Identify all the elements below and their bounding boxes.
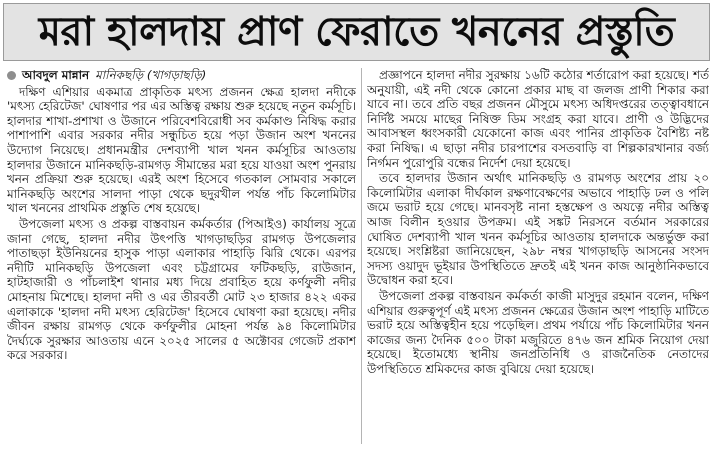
article-paragraph: তবে হালদার উজান অর্থাৎ মানিকছড়ি ও রামগড় অংশের প্রায় ২০ কিলোমিটার এলাকা দীর্ঘকাল রক্ষণাবেক্ষণের অভাবে পাহাড়ি ঢল ও পলি জমে ভরাট হয়ে গেছে। মানবসৃষ্ট নানা হস্তক্ষেপ ও অযত্নে নদীর অস্তিত্ব আজ বিলীন হওয়ার উপক্রম। এই সঙ্কট নিরসনে বর্তমান সরকারের ঘোষিত দেশব্যাপী খাল খনন কর্মসূচির আওতায় হালদাকে অন্তর্ভুক্ত করা হয়েছে। সংশ্লিষ্টরা জানিয়েছেন, ২৯৮ নম্বর খাগড়াছড়ি আসনের সংসদ সদস্য ওয়াদুদ ভূইয়ার উপস্থিতিতে দ্রুতই এই খনন কাজ আনুষ্ঠানিকভাবে উদ্বোধন করা হবে।: [367, 171, 709, 288]
article-paragraph: উপজেলা প্রকল্প বাস্তবায়ন কর্মকর্তা কাজী মাসুদুর রহমান বলেন, দক্ষিণ এশিয়ার গুরুত্বপূর্ণ এই মৎস্য প্রজনন ক্ষেত্রের উজান অংশ পাহাড়ি মাটিতে ভরাট হয়ে অস্তিত্বহীন হয়ে পড়েছিল। প্রথম পর্যায়ে পাঁচ কিলোমিটার খনন কাজের জন্য দৈনিক ৫০০ টাকা মজুরিতে ৪৭৬ জন শ্রমিক নিয়োগ দেয়া হয়েছে। ইতোমধ্যে স্থানীয় জনপ্রতিনিধি ও রাজনৈতিক নেতাদের উপস্থিতিতে শ্রমিকদের কাজ বুঝিয়ে দেয়া হয়েছে।: [367, 288, 709, 376]
right-column: [367, 68, 709, 446]
headline: মরা হালদায় প্রাণ ফেরাতে খননের প্রস্তুতি: [38, 9, 675, 55]
headline-banner: [3, 3, 710, 61]
bullet-icon: [7, 71, 16, 80]
left-column: [7, 68, 356, 446]
dateline-location: মানিকছড়ি (খাগড়াছড়ি): [95, 68, 207, 82]
article-paragraph: দক্ষিণ এশিয়ার একমাত্র প্রাকৃতিক মৎস্য প্রজনন ক্ষেত্র হালদা নদীকে 'মৎস্য হেরিটেজ' ঘোষণার পর এর অস্তিত্ব রক্ষায় শুরু হয়েছে নতুন কর্মসূচি। হালদার শাখা-প্রশাখা ও উজানে পরিবেশবিরোধী সব কর্মকাণ্ড নিষিদ্ধ করার পাশাপাশি এবার সরকার নদীর সন্ধুচিত হয়ে পড়া উজান অংশ খননের উদ্যোগ নিয়েছে। প্রধানমন্ত্রীর দেশব্যাপী খাল খনন কর্মসূচির আওতায় হালদার উজানে মানিকছড়ি-রামগড় সীমান্তের মরা হয়ে যাওয়া অংশ পুনরায় খনন প্রক্রিয়া শুরু হয়েছে। এরই অংশ হিসেবে গতকাল সোমবার সকালে মানিকছড়ি অংশের সালদা পাড়া থেকে ছদুরখীল পর্যন্ত পাঁচ কিলোমিটার খাল খননের প্রাথমিক প্রস্তুতি শেষ হয়েছে।: [7, 84, 356, 216]
column-divider: [361, 68, 362, 444]
article-paragraph: প্রজ্ঞাপনে হালদা নদীর সুরক্ষায় ১৬টি কঠোর শর্তারোপ করা হয়েছে। শর্ত অনুযায়ী, এই নদী থেকে কোনো প্রকার মাছ বা জলজ প্রাণী শিকার করা যাবে না। তবে প্রতি বছর প্রজনন মৌসুমে মৎস্য অধিদপ্তরের তত্ত্বাবধানে নির্দিষ্ট সময়ে মাছের নিষিক্ত ডিম সংগ্রহ করা যাবে। প্রাণী ও উদ্ভিদের আবাসস্থল ধ্বংসকারী যেকোনো কাজ এবং পানির প্রাকৃতিক বৈশিষ্ট্য নষ্ট করা নিষিদ্ধ। এ ছাড়া নদীর চারপাশের বসতবাড়ি বা শিল্পকারখানার বর্জ্য নির্গমন পুরোপুরি বন্ধের নির্দেশ দেয়া হয়েছে।: [367, 68, 709, 170]
byline: [7, 68, 356, 83]
article-paragraph: উপজেলা মৎস্য ও প্রকল্প বাস্তবায়ন কর্মকর্তার (পিআইও) কার্যালয় সূত্রে জানা গেছে, হালদা নদীর উৎপত্তি খাগড়াছড়ির রামগড় উপজেলার পাতাছড়া ইউনিয়নের হাসুক পাড়া এলাকার পাহাড়ি ঝিরি থেকে। এরপর নদীটি মানিকছড়ি উপজেলা এবং চট্টগ্রামের ফটিকছড়ি, রাউজান, হাটহাজারী ও পাঁচলাইশ থানার মধ্য দিয়ে প্রবাহিত হয়ে কর্ণফুলী নদীর মোহনায় মিশেছে। হালদা নদী ও এর তীরবর্তী মোট ২৩ হাজার ৪২২ একর এলাকাকে 'হালদা নদী মৎস্য হেরিটেজ' হিসেবে ঘোষণা করা হয়েছে। নদীর জীবন রক্ষায় রামগড় থেকে কর্ণফুলীর মোহনা পর্যন্ত ৯৪ কিলোমিটার দৈর্ঘ্যকে সুরক্ষার আওতায় এনে ২০২৫ সালের ৫ অক্টোবর গেজেট প্রকাশ করে সরকার।: [7, 216, 356, 363]
author-name: আবদুল মান্নান: [22, 68, 90, 82]
